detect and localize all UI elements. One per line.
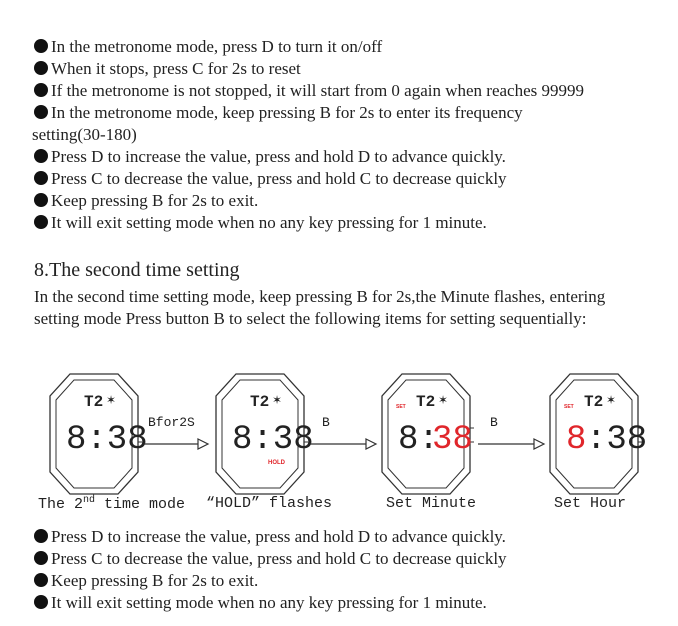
watch-set-hour: [550, 374, 647, 494]
list-item: It will exit setting mode when no any key pressing for 1 minute.: [34, 212, 658, 234]
sun-icon: ✶: [106, 393, 117, 407]
list-item: When it stops, press C for 2s to reset: [34, 58, 658, 80]
caption-hold-flashes: “HOLD” flashes: [206, 495, 333, 512]
list-item: In the metronome mode, press D to turn it on/off: [34, 36, 658, 58]
set-badge: SET: [396, 404, 406, 410]
list-item: Keep pressing B for 2s to exit.: [34, 190, 658, 212]
caption-second-time-mode: The 2nd time mode: [38, 495, 186, 513]
watch-label: T2: [416, 393, 436, 411]
time-display-hour-flashing: 8: [566, 421, 587, 459]
watch-label: T2: [250, 393, 270, 411]
time-display-hour: 8:: [398, 421, 439, 459]
sun-icon: ✶: [606, 393, 617, 407]
hold-badge: HOLD: [268, 460, 285, 466]
section-heading: 8.The second time setting: [34, 259, 240, 281]
metronome-instructions-list: [34, 36, 658, 234]
bullet-dot-icon: [34, 171, 48, 185]
arrow-label: Bfor2S: [148, 415, 195, 430]
bullet-dot-icon: [34, 39, 48, 53]
list-item: Press D to increase the value, press and hold D to advance quickly.: [34, 146, 658, 168]
set-badge: SET: [564, 404, 574, 410]
caption-set-hour: Set Hour: [554, 495, 627, 512]
arrow-label: B: [490, 415, 498, 430]
sun-icon: ✶: [272, 393, 283, 407]
bullet-dot-icon: [34, 595, 48, 609]
arrow-3: [478, 415, 544, 449]
section-paragraph: In the second time setting mode, keep pressing B for 2s,the Minute flashes, entering setting mode Press button B to select the following items for setting sequentially:: [34, 287, 606, 328]
time-display: 8:38: [66, 421, 148, 459]
watch-hold-flashes: [216, 374, 314, 494]
list-item: Press C to decrease the value, press and hold C to decrease quickly: [34, 168, 658, 190]
bullet-dot-icon: [34, 529, 48, 543]
watch-set-minute: [382, 374, 474, 494]
list-item: In the metronome mode, keep pressing B for 2s to enter its frequency setting(30-180): [32, 103, 523, 144]
watch-setting-diagram: [30, 366, 650, 514]
arrow-2: [310, 415, 376, 449]
bullet-dot-icon: [34, 215, 48, 229]
time-display: 8:38: [232, 421, 314, 459]
list-item: It will exit setting mode when no any key pressing for 1 minute.: [34, 592, 507, 614]
watch-second-time-mode: [50, 374, 148, 494]
bullet-dot-icon: [34, 193, 48, 207]
list-item: If the metronome is not stopped, it will start from 0 again when reaches 99999: [34, 80, 658, 102]
bullet-dot-icon: [34, 105, 48, 119]
arrow-label: B: [322, 415, 330, 430]
time-display-minute: :38: [586, 421, 648, 459]
list-item: Keep pressing B for 2s to exit.: [34, 570, 507, 592]
setting-instructions-list: [34, 526, 507, 614]
bullet-dot-icon: [34, 149, 48, 163]
caption-set-minute: Set Minute: [386, 495, 477, 512]
bullet-dot-icon: [34, 551, 48, 565]
bullet-dot-icon: [34, 61, 48, 75]
watch-label: T2: [84, 393, 104, 411]
arrow-1: [144, 415, 208, 449]
sun-icon: ✶: [438, 393, 449, 407]
bullet-dot-icon: [34, 573, 48, 587]
time-display-minute-flashing: 38: [432, 421, 473, 459]
list-item: Press C to decrease the value, press and hold C to decrease quickly: [34, 548, 507, 570]
list-item: Press D to increase the value, press and hold D to advance quickly.: [34, 526, 507, 548]
bullet-dot-icon: [34, 83, 48, 97]
watch-label: T2: [584, 393, 604, 411]
